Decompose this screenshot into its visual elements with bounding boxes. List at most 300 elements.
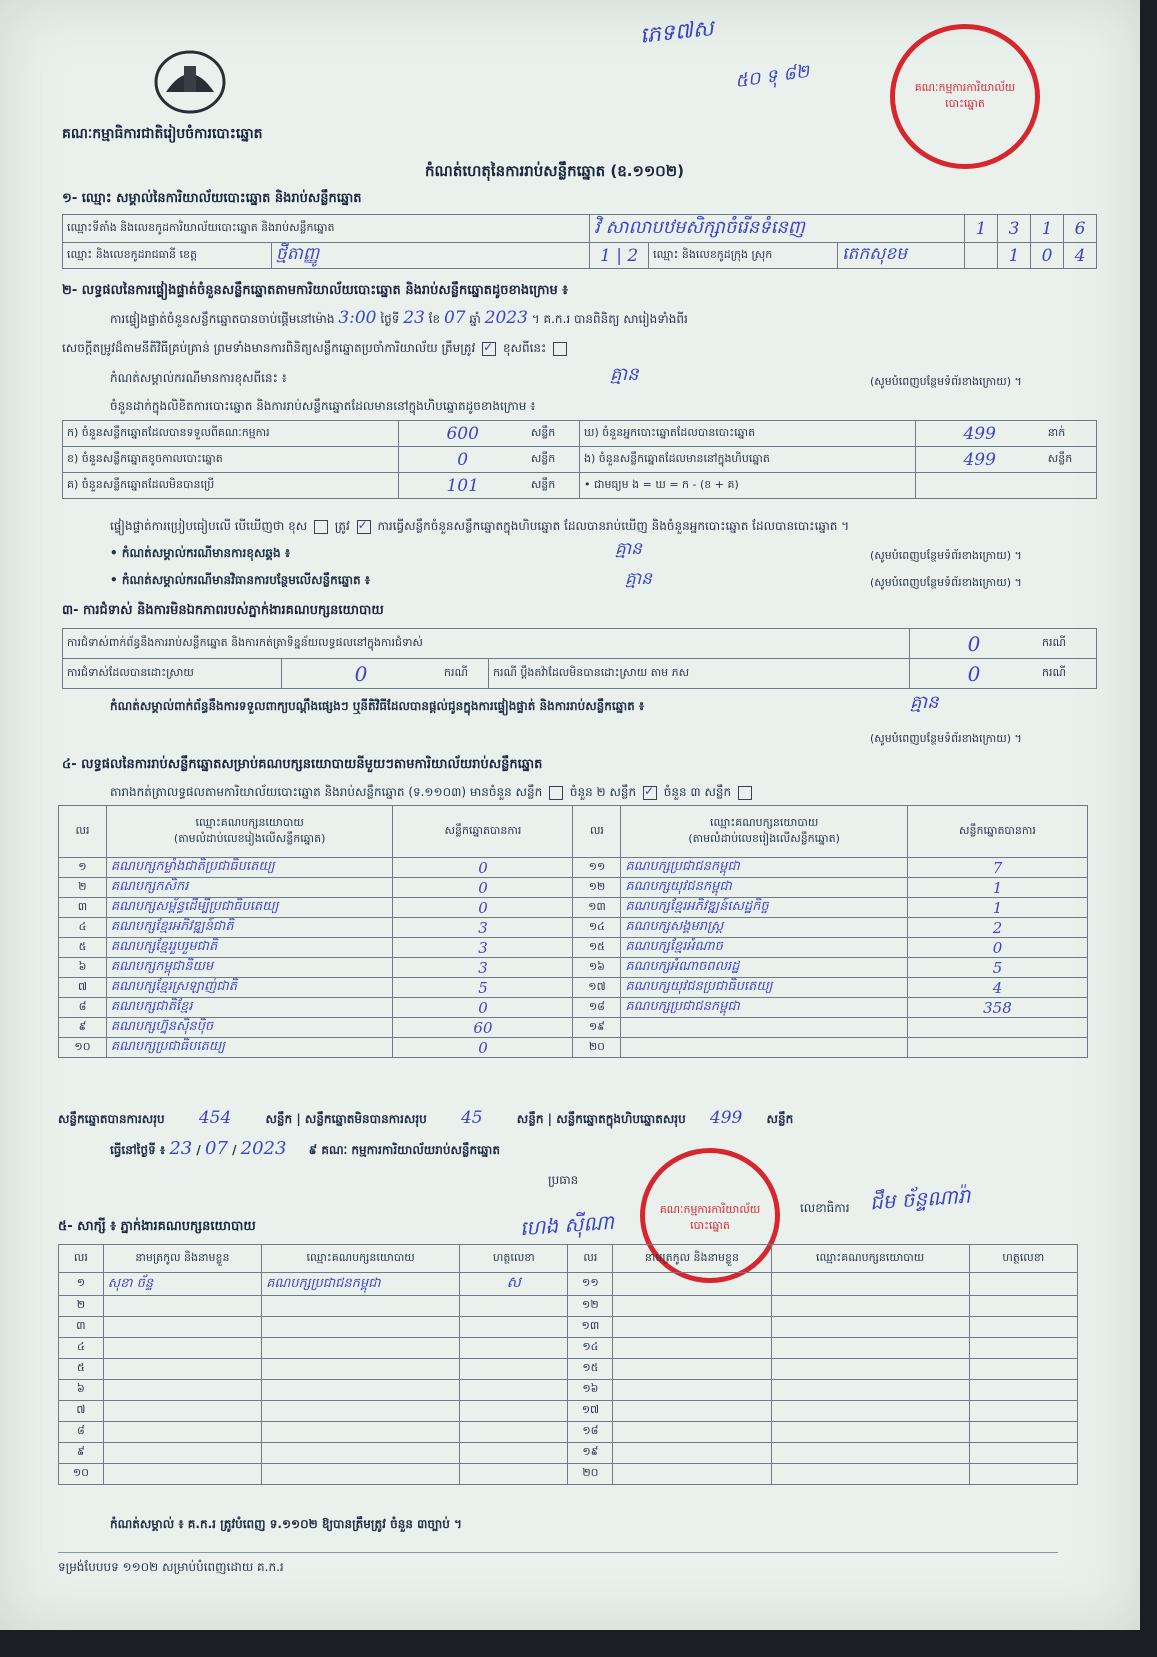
count-label: ក) ចំនួនសន្លឹកឆ្នោតដែលបានទទួលពីគណៈកម្មការ: [63, 421, 399, 447]
row-number: ១៩: [573, 1018, 621, 1038]
party-votes: 4: [907, 978, 1087, 998]
official-seal-top: [890, 24, 1040, 169]
witness-party: [771, 1380, 969, 1401]
col-header: ហត្ថលេខា: [460, 1245, 568, 1273]
handwritten-note-2: ៥០ ទុ ៨២: [733, 60, 811, 93]
witness-party: [771, 1464, 969, 1485]
count-value: 600: [398, 421, 527, 447]
unit: ករណី: [1038, 659, 1097, 689]
party-name: គណបក្សអំណាចពលរដ្ឋ: [621, 958, 908, 978]
table-row: [59, 1380, 1078, 1401]
unit: សន្លឹក: [527, 473, 580, 499]
witness-name: [613, 1464, 771, 1485]
text: ធ្វើនៅថ្ងៃទី ៖: [110, 1143, 166, 1157]
row-number: ១: [59, 1273, 104, 1296]
witness-table: [58, 1244, 1078, 1485]
count-label: គ) ចំនួនសន្លឹកឆ្នោតដែលមិនបានប្រើ: [63, 473, 399, 499]
district-code-digit: 4: [1064, 243, 1097, 269]
row-number: ៨: [59, 1422, 104, 1443]
party-name: គណបក្សយុវជនប្រជាធិបតេយ្យ: [621, 978, 908, 998]
text: សន្លឹកឆ្នោតក្នុងហិបឆ្នោតសរុប: [556, 1112, 686, 1126]
checkbox-2-sheets[interactable]: ✓: [643, 786, 657, 800]
party-votes: 0: [393, 998, 573, 1018]
col-header: ហត្ថលេខា: [969, 1245, 1077, 1273]
witness-name: [613, 1380, 771, 1401]
count-row: [63, 447, 1097, 473]
checkbox-match[interactable]: ✓: [357, 520, 371, 534]
text: សន្លឹក: [516, 1112, 544, 1126]
witness-name: [613, 1359, 771, 1380]
total-invalid: 45: [460, 1108, 483, 1128]
witness-name: [103, 1296, 261, 1317]
witness-signature: [460, 1317, 568, 1338]
col-header: នាមត្រកូល និងនាមខ្លួន: [613, 1245, 771, 1273]
witness-party: [262, 1422, 460, 1443]
witness-name: [613, 1273, 771, 1296]
district-code-digit: 1: [998, 243, 1031, 269]
witness-signature: [460, 1422, 568, 1443]
table-row: [59, 978, 1088, 998]
witness-signature: [969, 1380, 1077, 1401]
party-votes: 0: [393, 1038, 573, 1058]
results-table: [58, 805, 1088, 1058]
note-value: គ្មាន: [610, 364, 639, 385]
party-name: គណបក្សកម្ពុជានិយម: [106, 958, 393, 978]
text: ឈ្មោះគណបក្សនយោបាយ: [195, 815, 304, 829]
section2-heading: ២- លទ្ធផលនៃការផ្ទៀងផ្ទាត់ចំនួនសន្លឹកឆ្នោតតាមការិយាល័យបោះឆ្នោត និងរាប់សន្លឹកឆ្នោតដូចខាងក្រោម ៖: [62, 283, 568, 298]
location-label: ឈ្មោះទីតាំង និងលេខកូដការិយាល័យបោះឆ្នោត និងរាប់សន្លឹកឆ្នោត: [63, 215, 590, 243]
witness-signature: [460, 1359, 568, 1380]
count-value: 101: [398, 473, 527, 499]
party-name: គណបក្សយុវជនកម្ពុជា: [621, 878, 908, 898]
table-row: [59, 918, 1088, 938]
witness-party: [262, 1338, 460, 1359]
president-label: ប្រធាន: [548, 1173, 579, 1187]
unit: សន្លឹក: [1044, 447, 1097, 473]
district-code-digit: 0: [1031, 243, 1064, 269]
party-votes: 1: [907, 898, 1087, 918]
table-row: [59, 878, 1088, 898]
row-number: ១៦: [573, 958, 621, 978]
count-label: ឃ) ចំនួនអ្នកបោះឆ្នោតដែលបានបោះឆ្នោត: [579, 421, 915, 447]
table-row: [59, 1296, 1078, 1317]
location-code-digit: 3: [998, 215, 1031, 243]
section4-sub: [110, 784, 755, 802]
party-name: គណបក្សសង្គមរាស្ត្រ: [621, 918, 908, 938]
row-number: ១០: [59, 1464, 104, 1485]
witness-name: សុខា ច័ន្ទ: [103, 1273, 261, 1296]
row-number: ១៥: [568, 1359, 613, 1380]
table-row: [59, 1443, 1078, 1464]
witness-party: [262, 1464, 460, 1485]
section2-line2: [62, 340, 1092, 358]
unit: សន្លឹក: [527, 421, 580, 447]
location-code-digit: 1: [1031, 215, 1064, 243]
witness-signature: [460, 1464, 568, 1485]
party-votes: [907, 1038, 1087, 1058]
party-name: គណបក្សប្រជាជនកម្ពុជា: [621, 998, 908, 1018]
witness-name: [613, 1296, 771, 1317]
page-title: កំណត់ហេតុនៃការរាប់សន្លឹកឆ្នោត (ឧ.១១០២): [425, 162, 685, 180]
form-footer: ទម្រង់បែបបទ ១១០២ សម្រាប់បំពេញដោយ គ.ក.រ: [58, 1552, 1058, 1577]
text: ខែ: [428, 312, 441, 326]
secretary-signature: ជឹម ច័ន្ទណារ៉ា: [869, 1183, 972, 1215]
date-month: 07: [205, 1138, 228, 1159]
party-name: គណបក្សខ្មែរអំណាច: [621, 938, 908, 958]
witness-signature: [460, 1338, 568, 1359]
date-day: 23: [169, 1138, 193, 1159]
party-name: គណបក្សជាតិខ្មែរ: [106, 998, 393, 1018]
party-votes: 3: [393, 918, 573, 938]
text: ថ្ងៃទី: [380, 312, 400, 326]
row-number: ៥: [59, 938, 107, 958]
row-number: ៤: [59, 918, 107, 938]
party-name: គណបក្សខ្មែរអភិវឌ្ឍន៍សេដ្ឋកិច្ច: [621, 898, 908, 918]
province-label: ឈ្មោះ និងលេខកូដរាជធានី ខេត្ត: [63, 243, 272, 269]
section3-note: កំណត់សម្គាល់ពាក់ព័ន្ធនឹងការទទួលពាក្យបណ្តឹងផ្សេងៗ ឬនីតិវិធីដែលបានផ្តល់ជូនក្នុងការផ្ទៀងផ្ទាត់ និងការរាប់សន្លឹកឆ្នោត ៖: [110, 699, 645, 713]
party-name: [621, 1018, 908, 1038]
handwritten-note-1: ភេទ៧ស: [638, 16, 715, 49]
count-label: ង) ចំនួនសន្លឹកឆ្នោតដែលមាននៅក្នុងហិបឆ្នោត: [579, 447, 915, 473]
section4-heading: ៤- លទ្ធផលនៃការរាប់សន្លឹកឆ្នោតសម្រាប់គណបក្សនយោបាយនីមួយៗតាមការិយាល័យរាប់សន្លឹកឆ្នោត: [62, 757, 543, 772]
checkbox-3-sheets[interactable]: [738, 786, 752, 800]
total-valid: 454: [198, 1108, 232, 1128]
col-header: លរ: [59, 806, 107, 858]
witness-signature: [969, 1338, 1077, 1359]
witness-party: [262, 1317, 460, 1338]
col-header: ឈ្មោះគណបក្សនយោបាយ: [771, 1245, 969, 1273]
col-header: សន្លឹកឆ្នោតបានការ: [393, 806, 573, 858]
row-number: ២: [59, 878, 107, 898]
text: ចំនួន ៣ សន្លឹក: [663, 785, 732, 799]
row-number: ៩: [59, 1018, 107, 1038]
bullet1: • កំណត់សម្គាល់ករណីមានការខុសឆ្គង ៖: [110, 546, 291, 560]
empty-cell: [965, 243, 998, 269]
district-value: តេកសុខម: [838, 243, 965, 269]
table-row: [59, 958, 1088, 978]
count-value: [915, 473, 1044, 499]
party-name: គណបក្សប្រជាជនកម្ពុជា: [621, 858, 908, 878]
section1-table: [62, 214, 1097, 269]
count-value: 499: [915, 447, 1044, 473]
row-number: ១៦: [568, 1380, 613, 1401]
witness-party: [262, 1401, 460, 1422]
party-name: គណបក្សខ្មែរស្រឡាញ់ជាតិ: [106, 978, 393, 998]
party-name: គណបក្សប្រជាធិបតេយ្យ: [106, 1038, 393, 1058]
text: ផ្ទៀងផ្ទាត់ការប្រៀបធៀបលើ បើឃើញថា ខុស: [110, 519, 308, 533]
row-number: ១៨: [568, 1422, 613, 1443]
row-number: ៦: [59, 958, 107, 978]
hint: (សូមបំពេញបន្ថែមទំព័រខាងក្រោយ) ។: [870, 549, 1022, 562]
text: សន្លឹកឆ្នោតមិនបានការសរុប: [304, 1112, 427, 1126]
witness-party: [262, 1359, 460, 1380]
count-label: • ជាមធ្យម ង = ឃ = ក - (ខ + គ): [579, 473, 915, 499]
witness-party: [262, 1443, 460, 1464]
objection-label: ការជំទាស់ពាក់ព័ន្ធនឹងការរាប់សន្លឹកឆ្នោត និងការកត់ត្រាទិន្នន័យលទ្ធផលនៅក្នុងការជំទាស់: [63, 629, 910, 659]
objection-value: 0: [910, 629, 1039, 659]
witness-signature: [969, 1296, 1077, 1317]
start-time: 3:00: [338, 308, 377, 328]
hint: (សូមបំពេញបន្ថែមទំព័រខាងក្រោយ) ។: [870, 576, 1022, 589]
row-number: ១៩: [568, 1443, 613, 1464]
witness-name: [613, 1422, 771, 1443]
row-number: ២០: [568, 1464, 613, 1485]
section2-line4: [110, 518, 1100, 536]
table-row: [59, 858, 1088, 878]
total-in-box: 499: [709, 1108, 743, 1128]
table-row: [59, 898, 1088, 918]
section2-line3: ចំនួនដាក់ក្នុងលិខិតការបោះឆ្នោត និងការរាប់សន្លឹកឆ្នោតដែលមាននៅក្នុងហិបឆ្នោតដូចខាងក្រោម ៖: [110, 399, 536, 413]
party-votes: 7: [907, 858, 1087, 878]
start-day: 23: [403, 308, 425, 328]
party-votes: 2: [907, 918, 1087, 938]
witness-signature: [969, 1443, 1077, 1464]
witness-party: [262, 1380, 460, 1401]
note-label: កំណត់សម្គាល់ករណីមានការខុសពីនេះ ៖: [110, 371, 287, 385]
location-code-digit: 6: [1064, 215, 1097, 243]
unresolved-value: 0: [910, 659, 1039, 689]
checkbox-mismatch[interactable]: [314, 520, 328, 534]
witness-signature: [969, 1273, 1077, 1296]
row-number: ១៧: [568, 1401, 613, 1422]
text: (តាមលំដាប់លេខរៀងលើសន្លឹកឆ្នោត): [173, 831, 326, 845]
row-number: ១: [59, 858, 107, 878]
resolved-value: 0: [282, 659, 441, 689]
witness-signature: [460, 1443, 568, 1464]
text: ចំនួន ២ សន្លឹក: [569, 785, 637, 799]
row-number: ១៣: [568, 1317, 613, 1338]
text: សន្លឹក: [265, 1112, 293, 1126]
witness-signature: ស: [460, 1273, 568, 1296]
bullet1-value: គ្មាន: [615, 539, 642, 559]
org-name: គណៈកម្មាធិការជាតិរៀបចំការបោះឆ្នោត: [62, 126, 263, 142]
witness-signature: [969, 1317, 1077, 1338]
party-votes: 5: [393, 978, 573, 998]
witness-party: [771, 1273, 969, 1296]
party-name: គណបក្សខ្មែរអភិវឌ្ឍន៍ជាតិ: [106, 918, 393, 938]
count-value: 0: [398, 447, 527, 473]
witness-signature: [969, 1359, 1077, 1380]
text: តារាងកត់ត្រាលទ្ធផលតាមការិយាល័យបោះឆ្នោត និងរាប់សន្លឹកឆ្នោត (ទ.១១០៣) មានចំនួន សន្លឹក: [110, 785, 543, 799]
row-number: ៣: [59, 898, 107, 918]
text: (តាមលំដាប់លេខរៀងលើសន្លឹកឆ្នោត): [688, 831, 840, 845]
witness-name: [103, 1443, 261, 1464]
province-code: 1 | 2: [590, 243, 649, 269]
table-row: [59, 1359, 1078, 1380]
witness-party: [771, 1443, 969, 1464]
col-header: ឈ្មោះគណបក្សនយោបាយ: [262, 1245, 460, 1273]
section3-heading: ៣- ការជំទាស់ និងការមិនឯកភាពរបស់ភ្នាក់ងារគណបក្សនយោបាយ: [62, 603, 384, 618]
witness-name: [103, 1422, 261, 1443]
witness-name: [103, 1401, 261, 1422]
row-number: ១០: [59, 1038, 107, 1058]
party-votes: 3: [393, 938, 573, 958]
col-header: លរ: [573, 806, 621, 858]
table-row: [59, 1038, 1088, 1058]
unit: ករណី: [440, 659, 489, 689]
party-votes: 0: [907, 938, 1087, 958]
count-row: [63, 473, 1097, 499]
unit: ករណី: [1038, 629, 1097, 659]
text: ការផ្ទៀងផ្ទាត់ចំនួនសន្លឹកឆ្នោតបានចាប់ផ្តើមនៅម៉ោង: [110, 312, 335, 326]
president-signature: ហេង ស៊ីណា: [519, 1209, 615, 1241]
province-code-digit: 2: [627, 245, 639, 266]
text: ៩ គណៈ កម្មការការិយាល័យរាប់សន្លឹកឆ្នោត: [308, 1143, 500, 1157]
count-table: [62, 420, 1097, 499]
table-row: [59, 938, 1088, 958]
section2-line1: [110, 308, 1100, 329]
objection-table: [62, 628, 1097, 689]
witness-signature: [460, 1380, 568, 1401]
bullet2: • កំណត់សម្គាល់ករណីមានវិធានការបន្ថែមលើសន្លឹកឆ្នោត ៖: [110, 573, 371, 587]
seal-text: គណៈកម្មការការិយាល័យបោះឆ្នោត: [659, 1203, 761, 1232]
witness-name: [613, 1401, 771, 1422]
count-label: ខ) ចំនួនសន្លឹកឆ្នោតខូចកាលបោះឆ្នោត: [63, 447, 399, 473]
row-number: ៨: [59, 998, 107, 1018]
text: ឈ្មោះគណបក្សនយោបាយ: [710, 815, 819, 829]
witness-name: [613, 1338, 771, 1359]
checkbox-yes[interactable]: ✓: [482, 342, 496, 356]
party-name: គណបក្សសម្ព័ន្ធដើម្បីប្រជាធិបតេយ្យ: [106, 898, 393, 918]
table-row: [59, 998, 1088, 1018]
party-name: គណបក្សកសិករ: [106, 878, 393, 898]
row-number: ៣: [59, 1317, 104, 1338]
col-header: លរ: [568, 1245, 613, 1273]
row-number: ១៧: [573, 978, 621, 998]
row-number: ៧: [59, 1401, 104, 1422]
totals-row: សន្លឹកឆ្នោតបានការសរុប 454 សន្លឹក | សន្លឹកឆ្នោតមិនបានការសរុប 45 សន្លឹក | សន្លឹកឆ្នោតក្នុងហិបឆ្នោតសរុប 499 សន្លឹក: [58, 1108, 794, 1128]
party-votes: 358: [907, 998, 1087, 1018]
col-header: [621, 806, 908, 858]
party-votes: 60: [393, 1018, 573, 1038]
table-row: [59, 1018, 1088, 1038]
row-number: ១៥: [573, 938, 621, 958]
bullet2-value: គ្មាន: [625, 569, 652, 589]
row-number: ១២: [568, 1296, 613, 1317]
table-row: [59, 1401, 1078, 1422]
witness-party: [771, 1359, 969, 1380]
witness-party: [771, 1296, 969, 1317]
witness-name: [103, 1338, 261, 1359]
party-name: គណបក្សកម្លាំងជាតិប្រជាធិបតេយ្យ: [106, 858, 393, 878]
row-number: ១១: [573, 858, 621, 878]
witness-name: [103, 1359, 261, 1380]
witness-party: [771, 1422, 969, 1443]
table-row: [59, 1422, 1078, 1443]
text: ខុសពីនេះ: [502, 341, 547, 355]
hint: (សូមបំពេញបន្ថែមទំព័រខាងក្រោយ) ។: [870, 732, 1022, 745]
resolved-label: ការជំទាស់ដែលបានដោះស្រាយ: [63, 659, 282, 689]
date-year: 2023: [240, 1138, 287, 1159]
seal-text: គណៈកម្មការការិយាល័យបោះឆ្នោត: [914, 81, 1016, 110]
text: សេចក្តីតម្រូវដ៏តាមនីតិវិធីគ្រប់គ្រាន់ ព្រមទាំងមានការពិនិត្យសន្លឹកឆ្នោតប្រចាំការិយាល័យ ត្រឹមត្រូវ: [62, 341, 476, 355]
witness-signature: [969, 1464, 1077, 1485]
table-row: [59, 1317, 1078, 1338]
witness-signature: [969, 1401, 1077, 1422]
section5-heading: ៥- សាក្សី ៖ ភ្នាក់ងារគណបក្សនយោបាយ: [58, 1219, 256, 1234]
hint: (សូមបំពេញបន្ថែមទំព័រខាងក្រោយ) ។: [870, 375, 1022, 388]
text: ។ គ.ក.រ បានពិនិត្យ សារៀងទាំងពីរ: [531, 312, 688, 326]
row-number: ១២: [573, 878, 621, 898]
count-value: 499: [915, 421, 1044, 447]
witness-party: [771, 1317, 969, 1338]
party-votes: 0: [393, 898, 573, 918]
witness-party: [771, 1338, 969, 1359]
province-value: ថ្មីតាញ្ញូ: [272, 243, 590, 269]
witness-name: [613, 1443, 771, 1464]
table-row: [59, 1464, 1078, 1485]
col-header: [106, 806, 393, 858]
witness-name: [103, 1317, 261, 1338]
witness-name: [103, 1380, 261, 1401]
section3-note-value: គ្មាន: [910, 692, 939, 713]
row-number: ៤: [59, 1338, 104, 1359]
province-code-digit: 1: [600, 245, 611, 266]
row-number: ១៨: [573, 998, 621, 1018]
party-name: គណបក្សហ្វ៊ុនស៊ិនប៉ិច: [106, 1018, 393, 1038]
party-votes: 1: [907, 878, 1087, 898]
text: ឆ្នាំ: [469, 312, 481, 326]
unit: នាក់: [1044, 421, 1097, 447]
text: ត្រូវ: [334, 519, 350, 533]
unresolved-label: ករណី ប្តឹងតវ៉ាដែលមិនបានដោះស្រាយ តាម ភស: [489, 659, 910, 689]
row-number: ៦: [59, 1380, 104, 1401]
row-number: ១៤: [568, 1338, 613, 1359]
text: សន្លឹកឆ្នោតបានការសរុប: [58, 1112, 165, 1126]
witness-name: [103, 1464, 261, 1485]
nec-emblem-icon: [150, 46, 230, 116]
col-header: សន្លឹកឆ្នោតបានការ: [907, 806, 1087, 858]
row-number: ២០: [573, 1038, 621, 1058]
row-number: ១៣: [573, 898, 621, 918]
district-label: ឈ្មោះ និងលេខកូដក្រុង ស្រុក: [649, 243, 838, 269]
witness-signature: [460, 1296, 568, 1317]
table-row: [59, 1338, 1078, 1359]
unit: [1044, 473, 1097, 499]
text: សន្លឹក: [766, 1112, 794, 1126]
location-value: វិ សាលាបឋមសិក្សាចំរើនទំនេញ: [590, 215, 965, 243]
party-name: [621, 1038, 908, 1058]
col-header: នាមត្រកូល និងនាមខ្លួន: [103, 1245, 261, 1273]
witness-party: [771, 1401, 969, 1422]
row-number: ២: [59, 1296, 104, 1317]
party-votes: 0: [393, 878, 573, 898]
section1-heading: ១- ឈ្មោះ សម្គាល់នៃការិយាល័យបោះឆ្នោត និងរាប់សន្លឹកឆ្នោត: [62, 191, 362, 206]
witness-name: [613, 1317, 771, 1338]
text: ការធ្វើសន្លឹកចំនួនសន្លឹកឆ្នោតក្នុងហិបឆ្នោត ដែលបានរាប់ឃើញ និងចំនួនអ្នកបោះឆ្នោត ដែលបានបោះឆ្នោត ។: [377, 519, 850, 533]
party-name: គណបក្សខ្មែររួបរួមជាតិ: [106, 938, 393, 958]
party-votes: 0: [393, 858, 573, 878]
count-row: [63, 421, 1097, 447]
table-row: [59, 1273, 1078, 1296]
witness-party: [262, 1296, 460, 1317]
row-number: ១៤: [573, 918, 621, 938]
start-month: 07: [443, 308, 466, 328]
checkbox-no[interactable]: [553, 342, 567, 356]
witness-signature: [969, 1422, 1077, 1443]
witness-party: គណបក្សប្រជាជនកម្ពុជា: [262, 1273, 460, 1296]
start-year: 2023: [484, 308, 528, 328]
secretary-label: លេខាធិការ: [800, 1201, 850, 1215]
witness-signature: [460, 1401, 568, 1422]
row-number: ៥: [59, 1359, 104, 1380]
date-row: ធ្វើនៅថ្ងៃទី ៖ 23 / 07 / 2023 ៩ គណៈ កម្មការការិយាល័យរាប់សន្លឹកឆ្នោត: [110, 1138, 500, 1159]
party-votes: [907, 1018, 1087, 1038]
checkbox-1-sheet[interactable]: [549, 786, 563, 800]
party-votes: 3: [393, 958, 573, 978]
row-number: ៧: [59, 978, 107, 998]
location-code-digit: 1: [965, 215, 998, 243]
